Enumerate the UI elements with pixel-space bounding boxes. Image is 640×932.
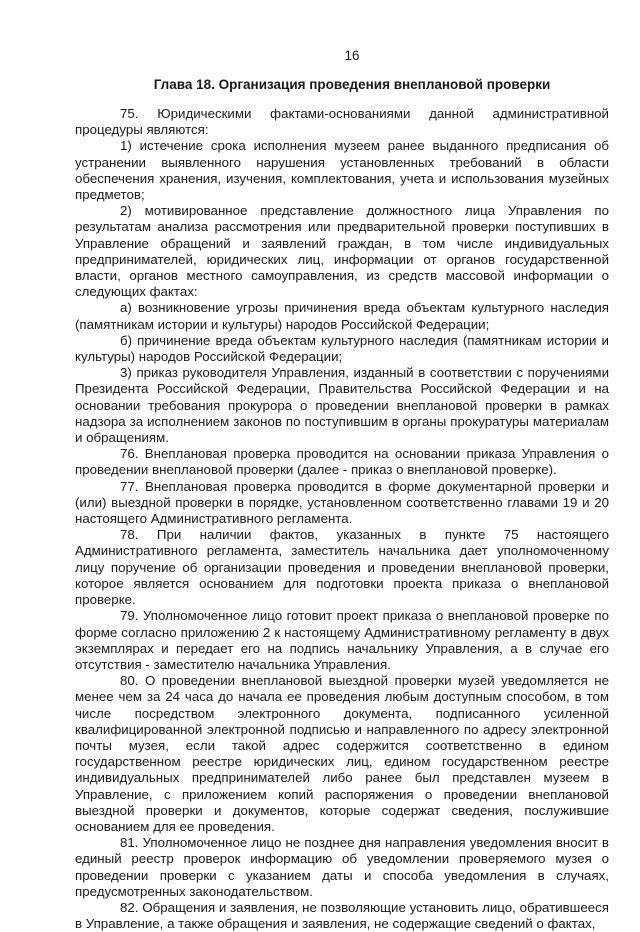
paragraph-77: 77. Внеплановая проверка проводится в форме документарной проверки и (или) выездной проверки в порядке, установленном соответственно главами 19 и 20 настоящего Административного регламента. — [75, 478, 609, 527]
paragraph-75-item-1: 1) истечение срока исполнения музеем ранее выданного предписания об устранении выявленного нарушения установленных требований в области обеспечения хранения, изучения, комплектования, учета и использования музейных предметов; — [75, 138, 609, 203]
paragraph-75: 75. Юридическими фактами-основаниями данной административной процедуры являются: — [75, 106, 609, 138]
page-number: 16 — [344, 48, 360, 63]
paragraph-75-item-3: 3) приказ руководителя Управления, изданный в соответствии с поручениями Президента Российской Федерации, Правительства Российской Федерации и на основании требования прокурора о проведении внеплановой проверки в рамках надзора за исполнением законов по поступившим в органы прокуратуры материалам и обращениям. — [75, 365, 609, 446]
chapter-title: Глава 18. Организация проведения внеплановой проверки — [153, 77, 551, 92]
paragraph-75-item-2: 2) мотивированное представление должностного лица Управления по результатам анализа рассмотрения или предварительной проверки поступивших в Управление обращений и заявлений граждан, в том числе индивидуальных предпринимателей, юридических лиц, информации от органов государственной власти, органов местного самоуправления, из средств массовой информации о следующих фактах: — [75, 203, 609, 300]
paragraph-82: 82. Обращения и заявления, не позволяющие установить лицо, обратившееся в Управление, а также обращения и заявления, не содержащие сведений о фактах, — [75, 899, 609, 932]
paragraph-78: 78. При наличии фактов, указанных в пункте 75 настоящего Административного регламента, заместитель начальника дает уполномоченному лицу поручение об организации проведения и проведении внеплановой проверки, которое является основанием для подготовки проекта приказа о внеплановой проверке. — [75, 527, 609, 608]
paragraph-76: 76. Внеплановая проверка проводится на основании приказа Управления о проведении внеплановой проверки (далее - приказ о внеплановой проверке). — [75, 446, 609, 478]
paragraph-79: 79. Уполномоченное лицо готовит проект приказа о внеплановой проверке по форме согласно приложению 2 к настоящему Административному регламенту в двух экземплярах и передает его на подпись начальнику Управления, а в случае его отсутствия - заместителю начальника Управления. — [75, 608, 609, 672]
document-page — [75, 48, 609, 932]
paragraph-81: 81. Уполномоченное лицо не позднее дня направления уведомления вносит в единый реестр проверок информацию об уведомлении проверяемого музея о проведении проверки с указанием даты и способа уведомления в случаях, предусмотренных законодательством. — [75, 835, 609, 899]
paragraph-75-item-2a: а) возникновение угрозы причинения вреда объектам культурного наследия (памятникам истории и культуры) народов Российской Федерации; — [75, 300, 609, 332]
paragraph-80: 80. О проведении внеплановой выездной проверки музей уведомляется не менее чем за 24 часа до начала ее проведения любым доступным способом, в том числе посредством электронного документа, подписанного усиленной квалифицированной электронной подписью и направленного по адресу электронной почты музея, если такой адрес содержится соответственно в едином государственном реестре юридических лиц, едином государственном реестре индивидуальных предпринимателей либо ранее был представлен музеем в Управление, с приложением копий распоряжения о проведении внеплановой выездной проверки и документов, которые содержат сведения, послужившие основанием для ее проведения. — [75, 673, 609, 834]
paragraph-75-item-2b: б) причинение вреда объектам культурного наследия (памятникам истории и культуры) народов Российской Федерации; — [75, 332, 609, 365]
